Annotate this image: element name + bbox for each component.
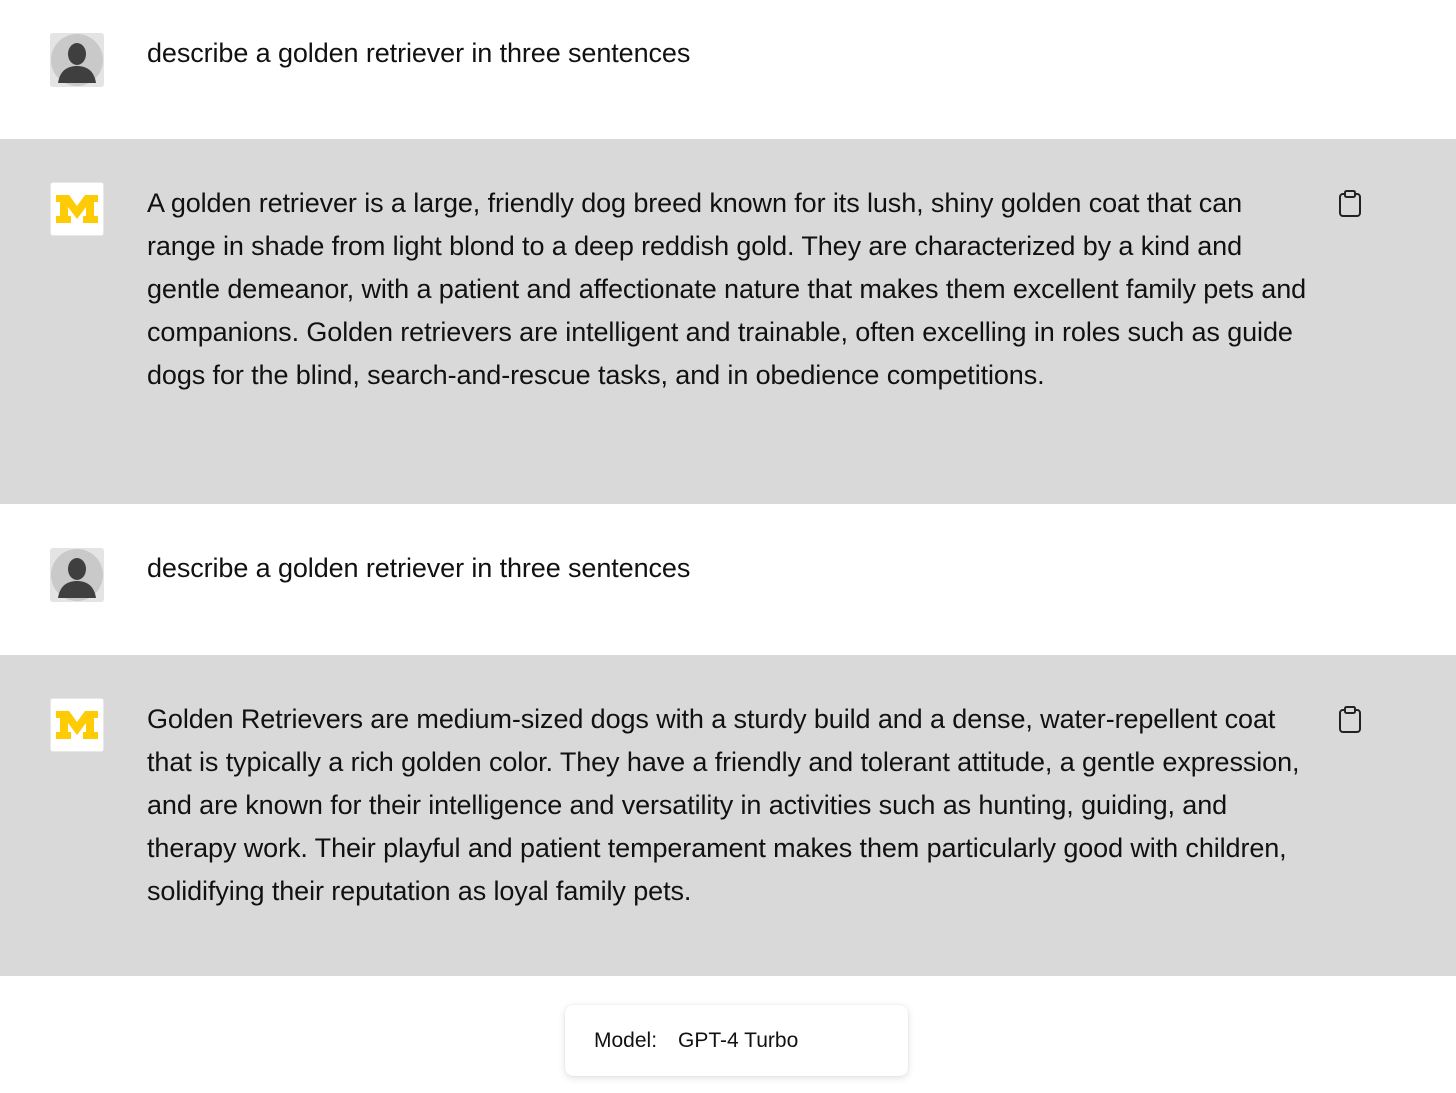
user-message [0, 504, 1456, 655]
clipboard-icon [1338, 190, 1362, 218]
user-message [0, 0, 1456, 139]
block-m-logo-icon [50, 182, 104, 236]
assistant-message [0, 139, 1456, 504]
model-value: GPT-4 Turbo [678, 1028, 799, 1052]
model-label: Model: [594, 1028, 658, 1052]
model-selector[interactable] [565, 1005, 908, 1076]
assistant-message [0, 655, 1456, 976]
message-text: A golden retriever is a large, friendly dog breed known for its lush, shiny golden coat that can range in shade from light blond to a deep reddish gold. They are characterized by a kind and gentle demeanor, with a patient and affectionate nature that makes them excellent family pets and companions. Golden retrievers are intelligent and trainable, often excelling in roles such as guide dogs for the blind, search-and-rescue tasks, and in obedience competitions. [147, 188, 1307, 390]
message-text: Golden Retrievers are medium-sized dogs with a sturdy build and a dense, water-repellent coat that is typically a rich golden color. They have a friendly and tolerant attitude, a gentle expression, and are known for their intelligence and versatility in activities such as hunting, guiding, and therapy work. Their playful and patient temperament makes them particularly good with children, solidifying their reputation as loyal family pets. [147, 704, 1300, 906]
message-text: describe a golden retriever in three sentences [147, 38, 691, 68]
copy-button[interactable] [1336, 189, 1364, 219]
user-avatar-icon [50, 33, 104, 87]
block-m-logo-icon [50, 698, 104, 752]
copy-button[interactable] [1336, 705, 1364, 735]
message-text: describe a golden retriever in three sentences [147, 553, 691, 583]
clipboard-icon [1338, 706, 1362, 734]
user-avatar-icon [50, 548, 104, 602]
